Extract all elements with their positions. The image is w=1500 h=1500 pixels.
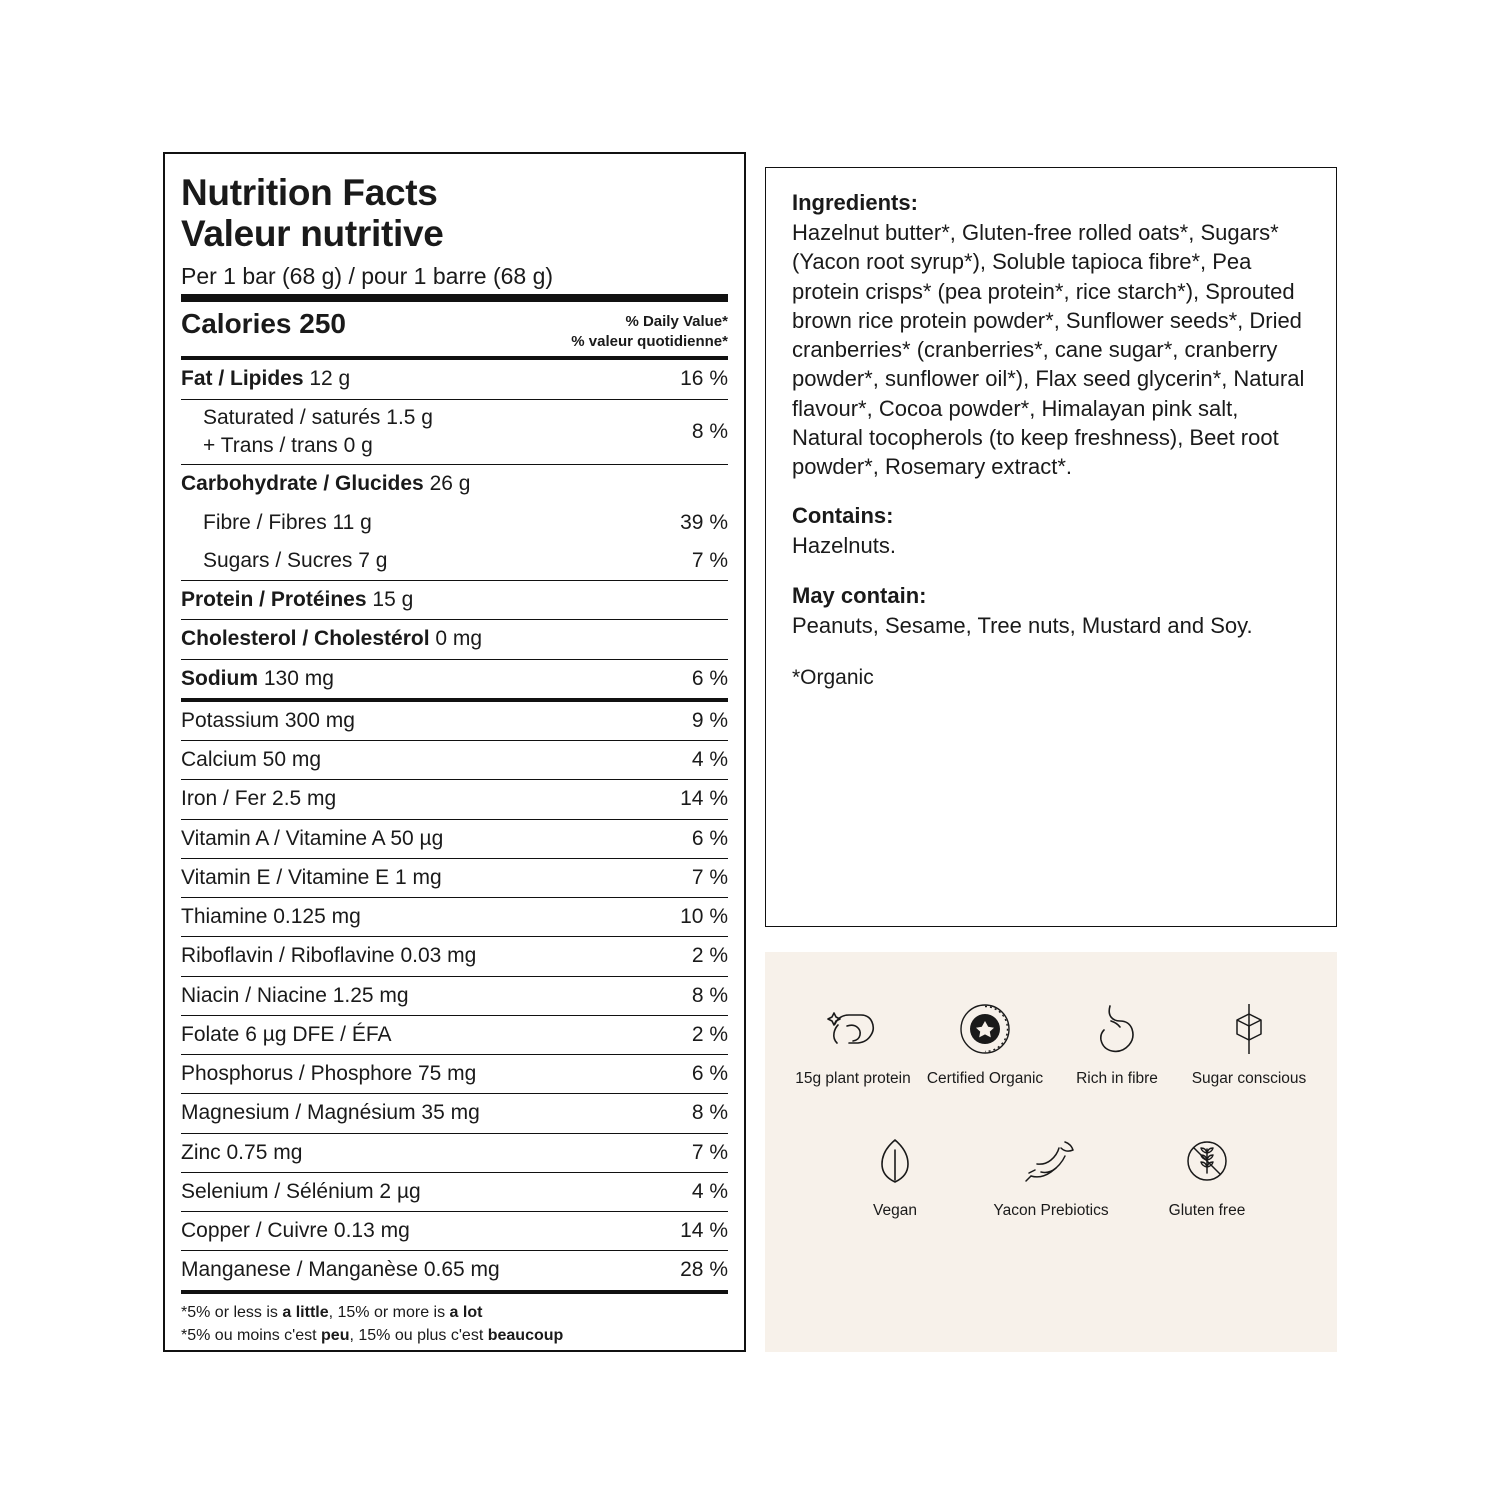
nutrient-label: Manganese / Manganèse 0.65 mg [181, 1258, 500, 1282]
nutrition-facts-panel [163, 152, 746, 1352]
nutrient-label: Folate 6 µg DFE / ÉFA [181, 1022, 392, 1046]
table-row [181, 360, 728, 398]
nutrient-label: Riboflavin / Riboflavine 0.03 mg [181, 944, 477, 968]
table-row [181, 1251, 728, 1289]
nutrient-label: Sodium 130 mg [181, 666, 334, 690]
nutrient-label: Fat / Lipides 12 g [181, 367, 351, 391]
nutrient-dv: 16 % [680, 367, 728, 391]
badge-label: Certified Organic [926, 1070, 1044, 1087]
nutrient-label: Iron / Fer 2.5 mg [181, 787, 337, 811]
badge-vegan [835, 1132, 955, 1220]
nutrient-label: Niacin / Niacine 1.25 mg [181, 983, 409, 1007]
table-row [181, 1173, 728, 1211]
nutrient-dv: 2 % [691, 1022, 728, 1046]
table-row [181, 581, 728, 619]
spacer [792, 561, 1310, 583]
table-row [181, 1055, 728, 1093]
nutrient-dv: 4 % [691, 748, 728, 772]
ingredients-heading: Ingredients: [792, 190, 918, 215]
contains-heading: Contains: [792, 503, 894, 529]
table-row [181, 504, 728, 542]
calories-row [181, 302, 728, 357]
nutrient-dv: 9 % [691, 708, 728, 732]
ingredients-body: Hazelnut butter*, Gluten-free rolled oats*, Sugars* (Yacon root syrup*), Soluble tapioca fibre*, Pea protein crisps* (pea protein*, rice starch*), Sprouted brown rice protein powder*, Sunflower seeds*, Dried cranberries* (cranberries*, cane sugar*, cranberry powder*, sunflower oil*), Flax seed glycerin*, Natural flavour*, Cocoa powder*, Himalayan pink salt, Natural tocopherols (to keep freshness), Beet root powder*, Rosemary extract*. [792, 220, 1305, 479]
badge-sugar-conscious [1189, 1000, 1309, 1088]
nutrient-dv: 6 % [691, 666, 728, 690]
nutrient-dv: 14 % [680, 787, 728, 811]
table-row [181, 1134, 728, 1172]
nutrient-label: Cholesterol / Cholestérol 0 mg [181, 627, 483, 651]
table-row [181, 741, 728, 779]
sugar-cube-icon [1225, 1000, 1273, 1058]
badge-yacon-prebiotics [991, 1132, 1111, 1220]
badge-row-2 [787, 1132, 1315, 1220]
badge-label: Rich in fibre [1076, 1070, 1158, 1087]
nutrient-dv: 39 % [680, 510, 728, 534]
badge-label: Yacon Prebiotics [993, 1202, 1109, 1220]
table-row [181, 937, 728, 975]
may-contain-body: Peanuts, Sesame, Tree nuts, Mustard and Soy. [792, 612, 1253, 638]
daily-value-header [571, 308, 728, 353]
table-row [181, 542, 728, 580]
nutrient-label: Zinc 0.75 mg [181, 1140, 303, 1164]
nutrient-dv: 7 % [691, 865, 728, 889]
nutrient-label: Protein / Protéines 15 g [181, 588, 414, 612]
nutrient-label: Fibre / Fibres 11 g [203, 510, 372, 534]
nutrient-label: Potassium 300 mg [181, 708, 355, 732]
wheat-crossed-icon [1183, 1132, 1231, 1190]
badge-band [765, 952, 1337, 1352]
table-row [181, 780, 728, 818]
table-row [181, 1094, 728, 1132]
table-row [181, 1016, 728, 1054]
table-row [181, 859, 728, 897]
certified-organic-seal-icon [959, 1000, 1011, 1058]
table-row [181, 1212, 728, 1250]
yacon-root-icon [1023, 1132, 1079, 1190]
nutrient-label: Calcium 50 mg [181, 748, 322, 772]
table-row [181, 977, 728, 1015]
nutrient-dv: 14 % [680, 1219, 728, 1243]
nutrition-title-fr: Valeur nutritive [181, 213, 444, 255]
ingredients-panel [765, 167, 1337, 927]
nutrient-dv: 6 % [691, 826, 728, 850]
badge-certified-organic [925, 1000, 1045, 1088]
daily-value-header-fr: % valeur quotidienne* [571, 333, 728, 351]
badge-gluten-free [1147, 1132, 1267, 1220]
badge-label: Vegan [873, 1202, 917, 1220]
footnote-en: *5% or less is a little, 15% or more is a lot [181, 1303, 483, 1321]
table-row [181, 660, 728, 698]
nutrient-label: Thiamine 0.125 mg [181, 905, 361, 929]
organic-note: *Organic [792, 665, 874, 689]
table-row [181, 620, 728, 658]
nutrient-label: Saturated / saturés 1.5 g + Trans / trans 0 g [203, 405, 433, 457]
nutrition-title-en: Nutrition Facts [181, 172, 438, 213]
flexed-arm-icon [825, 1000, 881, 1058]
table-row [181, 400, 728, 465]
nutrient-dv: 8 % [691, 419, 728, 443]
badge-label: Gluten free [1168, 1202, 1246, 1220]
serving-size: Per 1 bar (68 g) / pour 1 barre (68 g) [181, 262, 554, 289]
leaf-icon [875, 1132, 915, 1190]
nutrient-dv: 7 % [691, 1140, 728, 1164]
calories-value: Calories 250 [181, 307, 346, 339]
badge-plant-protein [793, 1000, 913, 1088]
badge-label: 15g plant protein [795, 1070, 911, 1087]
footnote [181, 1294, 728, 1347]
footnote-fr: *5% ou moins c'est peu, 15% ou plus c'est beaucoup [181, 1326, 564, 1344]
may-contain-heading: May contain: [792, 582, 927, 608]
nutrient-dv: 7 % [691, 548, 728, 572]
nutrient-dv: 10 % [680, 905, 728, 929]
nutrient-label: Sugars / Sucres 7 g [203, 548, 388, 572]
badge-rich-in-fibre [1057, 1000, 1177, 1088]
table-row [181, 702, 728, 740]
spacer [792, 481, 1310, 503]
nutrient-dv: 4 % [691, 1179, 728, 1203]
nutrient-label: Copper / Cuivre 0.13 mg [181, 1219, 410, 1243]
nutrient-dv: 8 % [691, 983, 728, 1007]
badge-row-1 [787, 1000, 1315, 1088]
nutrient-dv: 28 % [680, 1258, 728, 1282]
nutrient-dv: 2 % [691, 944, 728, 968]
nutrient-dv: 6 % [691, 1062, 728, 1086]
contains-body: Hazelnuts. [792, 533, 896, 559]
nutrient-label: Selenium / Sélénium 2 µg [181, 1179, 421, 1203]
badge-label: Sugar conscious [1191, 1070, 1307, 1087]
nutrient-label: Carbohydrate / Glucides 26 g [181, 472, 471, 496]
nutrient-label: Vitamin E / Vitamine E 1 mg [181, 865, 442, 889]
table-row [181, 465, 728, 503]
table-row [181, 820, 728, 858]
nutrient-dv: 8 % [691, 1101, 728, 1125]
nutrient-label: Vitamin A / Vitamine A 50 µg [181, 826, 444, 850]
nutrient-label: Phosphorus / Phosphore 75 mg [181, 1062, 477, 1086]
nutrient-label: Magnesium / Magnésium 35 mg [181, 1101, 480, 1125]
stomach-icon [1095, 1000, 1139, 1058]
table-row [181, 898, 728, 936]
divider-thick-top [181, 294, 728, 302]
daily-value-header-en: % Daily Value* [625, 312, 728, 330]
